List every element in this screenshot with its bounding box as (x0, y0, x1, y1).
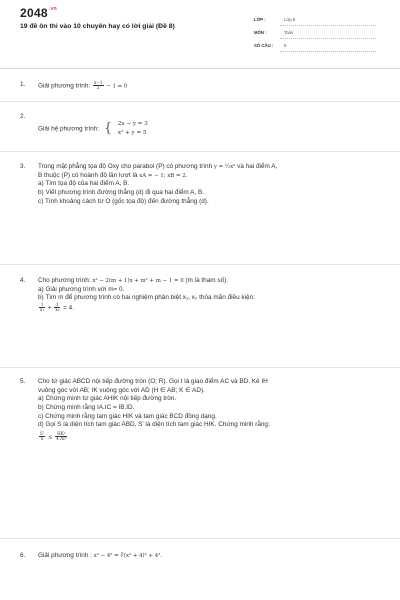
page-header: $2048^{.vn}$ 19 đề ôn thi vào 10 chuyên hay có lời giải (Đề 8) LỚP : Lớp 9 MÔN : Toán SỐ CÂU : 6 (0, 0, 400, 69)
divider (0, 538, 400, 539)
question-6: 6. Giải phương trình : x² − 4² = ∛(x² + 4)² + 4². (20, 552, 163, 559)
fraction: $\frac{x-1}{2}$ (93, 80, 103, 91)
divider (0, 367, 400, 368)
question-2: 2. Giải hệ phương trình: { 2x − y = 3 x² + y = 5 (20, 113, 148, 137)
divider (0, 101, 400, 102)
divider (0, 151, 400, 152)
site-logo[interactable]: $2048^{.vn}$ (20, 6, 58, 20)
question-3: 3. Trong mặt phẳng tọa độ Oxy cho parabol (P) có phương trình y = ½x² và hai điểm A, B thuộc (P) có hoành độ lần lượt là xA = − 1; xB = 2. a) Tìm tọa độ của hai điểm A, B. b) Viết phương trình đường thẳng (d) đi qua hai điểm A, B. c) Tính khoảng cách từ O (gốc tọa độ) đến đường thẳng (d). (20, 163, 278, 205)
document-title: 19 đề ôn thi vào 10 chuyên hay có lời giải (Đề 8) (20, 23, 175, 30)
question-1: 1. Giải phương trình: $\frac{x-1}{2}$ − 1 = 0 (20, 80, 128, 91)
system-brace: { (103, 121, 113, 137)
question-4: 4. Cho phương trình: x² − 2(m + 1)x + m² + m − 1 = 0 (m là tham số). a) Giải phương trình với m= 0. b) Tìm m để phương trình có hai nghiệm phân biệt x₁, x₂ thỏa mãn điều kiện: $\frac{1}{\text{x₁}}$ + $\frac{1}{\text{x₂}}$ = 4. (20, 277, 255, 313)
question-5: 5. Cho tứ giác ABCD nội tiếp đường tròn (O; R). Gọi I là giao điểm AC và BD. Kẻ IH vuông góc với AB; IK vuông góc với AD (H ∈ AB; K ∈ AD). a) Chứng minh tứ giác AHIK nội tiếp đường tròn. b) Chứng minh rằng IA.IC = IB.ID. c) Chứng minh rằng tam giác HIK và tam giác BCD đồng dạng. d) Gọi S là diện tích tam giác ABD, S' là diện tích tam giác HIK. Chứng minh rằng: $\frac{S'}{S}$ ≤ $\frac{\text{HK²}}{\text{4.AI²}}$ (20, 378, 270, 442)
divider (0, 264, 400, 265)
equation-system: 2x − y = 3 x² + y = 5 (117, 121, 148, 136)
